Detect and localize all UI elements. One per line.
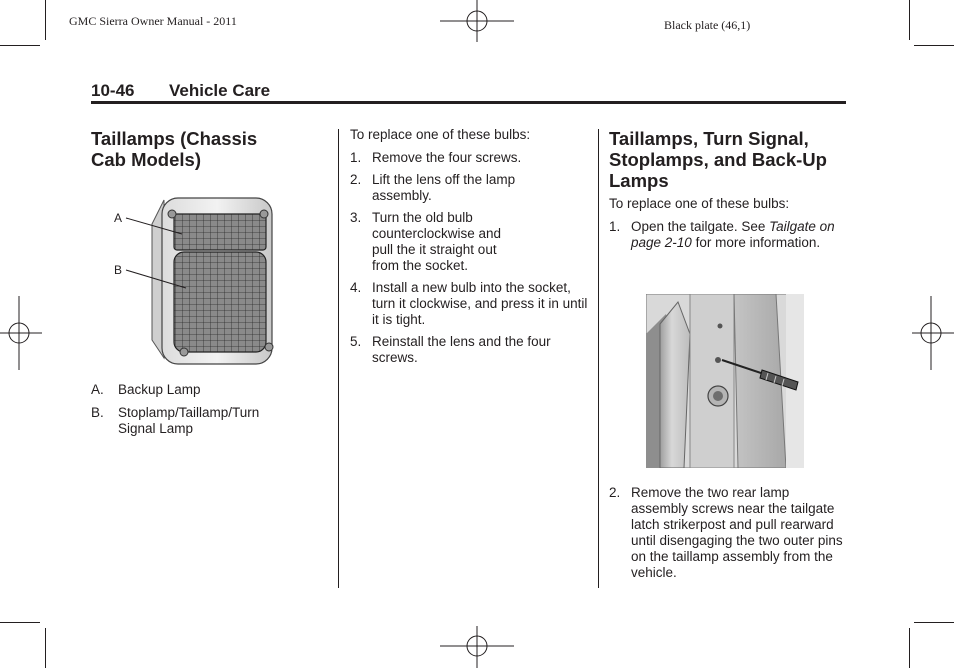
step-text: Install a new bulb into the socket, turn it clockwise, and press it in until it is tight. xyxy=(372,280,588,327)
figure-label-b: B xyxy=(114,263,123,277)
list-item xyxy=(350,210,522,274)
step-text: Open the tailgate. See xyxy=(631,219,770,234)
column-3-text xyxy=(609,196,845,257)
legend-text: Backup Lamp xyxy=(118,382,201,397)
step-number: 2. xyxy=(609,485,621,500)
legend-item xyxy=(91,382,291,398)
crop-mark xyxy=(914,45,954,46)
step-list xyxy=(350,150,588,366)
step-text: Remove the four screws. xyxy=(372,150,522,165)
tailgate-photo xyxy=(646,294,804,468)
taillamp-illustration xyxy=(112,190,284,372)
tailgate-reference-link[interactable]: Tailgate on page 2-10 xyxy=(631,219,835,250)
list-item xyxy=(350,334,594,366)
section-title: Vehicle Care xyxy=(169,81,271,100)
step-text: Lift the lens off the lamp assembly. xyxy=(372,172,516,203)
crop-mark xyxy=(909,628,910,668)
intro-text: To replace one of these bulbs: xyxy=(350,127,531,142)
heading-chassis-cab: Taillamps (Chassis Cab Models) xyxy=(91,128,258,170)
step-number: 3. xyxy=(350,210,362,225)
step-text: Reinstall the lens and the four screws. xyxy=(372,334,551,365)
crop-mark xyxy=(909,0,910,40)
step-text: for more information. xyxy=(691,235,821,250)
registration-mark xyxy=(440,0,514,42)
step-list xyxy=(609,219,845,251)
page-number: 10-46 xyxy=(91,81,135,100)
column-3-step-2 xyxy=(609,485,845,587)
figure-legend xyxy=(91,382,291,437)
heading-taillamps-turn-signal: Taillamps, Turn Signal, Stoplamps, and Back-Up Lamps xyxy=(609,128,827,191)
step-number: 1. xyxy=(350,150,362,165)
step-list xyxy=(609,485,845,581)
figure-label-a: A xyxy=(114,211,123,225)
step-text: Turn the old bulb counterclockwise and pull the it straight out from the socket. xyxy=(372,210,502,273)
column-2-text xyxy=(350,127,588,372)
step-number: 1. xyxy=(609,219,621,234)
legend-text: Stoplamp/Taillamp/Turn Signal Lamp xyxy=(118,405,260,436)
crop-mark xyxy=(45,0,46,40)
manual-title: GMC Sierra Owner Manual - 2011 xyxy=(69,14,237,28)
plate-label: Black plate (46,1) xyxy=(664,18,751,32)
column-divider xyxy=(338,129,339,588)
list-item xyxy=(350,172,537,204)
step-text: Remove the two rear lamp assembly screws near the tailgate latch strikerpost and pull rearward until disengaging the two outer pins on the taillamp assembly from the vehicle. xyxy=(631,485,843,580)
legend-key: A. xyxy=(91,382,104,397)
list-item xyxy=(350,150,578,166)
intro-text: To replace one of these bulbs: xyxy=(609,196,790,211)
registration-mark xyxy=(0,296,42,370)
registration-mark xyxy=(912,296,954,370)
crop-mark xyxy=(0,45,40,46)
legend-item xyxy=(91,405,278,437)
registration-mark xyxy=(440,626,514,668)
legend-key: B. xyxy=(91,405,104,420)
list-item xyxy=(609,485,845,581)
list-item xyxy=(609,219,841,251)
crop-mark xyxy=(914,622,954,623)
crop-mark xyxy=(45,628,46,668)
crop-mark xyxy=(0,622,40,623)
step-number: 5. xyxy=(350,334,362,349)
header-rule xyxy=(91,101,846,104)
step-number: 4. xyxy=(350,280,362,295)
step-number: 2. xyxy=(350,172,362,187)
list-item xyxy=(350,280,594,328)
column-divider xyxy=(598,129,599,588)
